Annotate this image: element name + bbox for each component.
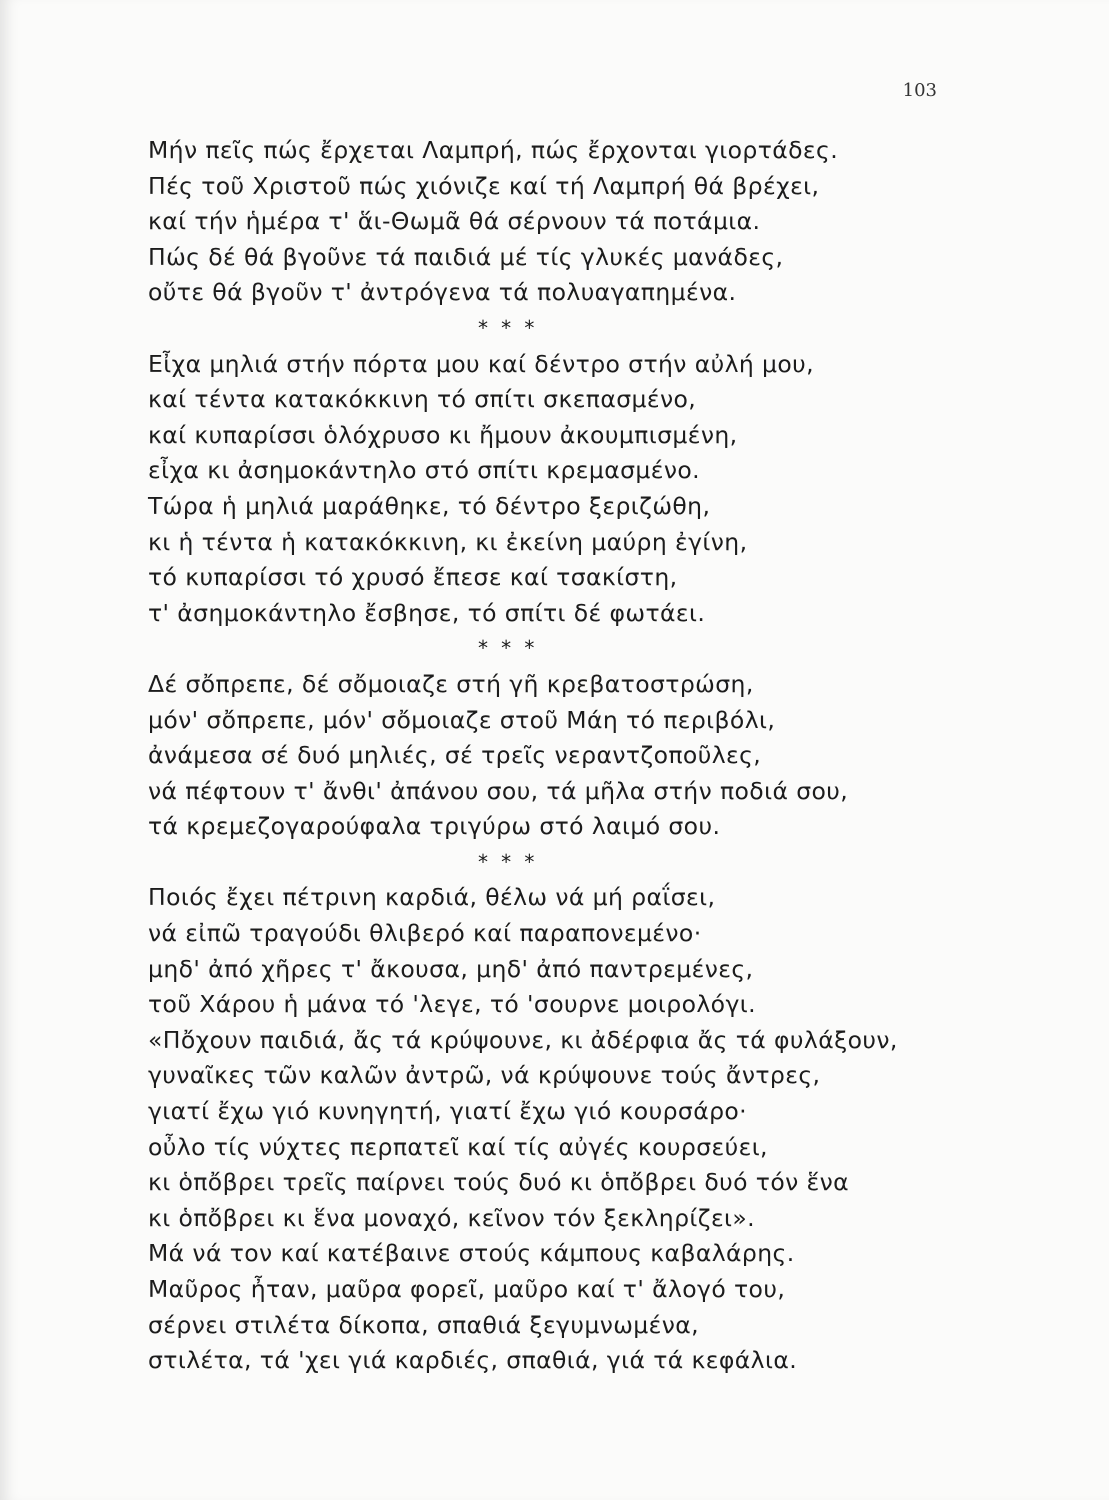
poem-line: κι ἡ τέντα ἡ κατακόκκινη, κι ἐκείνη μαύρη ἐγίνη, <box>148 527 748 556</box>
page-number: 103 <box>902 80 937 101</box>
poem-line: Δέ σὄπρεπε, δέ σὄμοιαζε στή γῆ κρεβατοστρώση, <box>148 669 754 698</box>
poem-line: Ποιός ἔχει πέτρινη καρδιά, θέλω νά μή ραΐσει, <box>148 883 716 912</box>
poem-text <box>148 133 1068 1379</box>
poem-line: οὖλο τίς νύχτες περπατεῖ καί τίς αὐγές κουρσεύει, <box>148 1132 768 1161</box>
poem-line: τοῦ Χάρου ἡ μάνα τό 'λεγε, τό 'σουρνε μοιρολόγι. <box>148 990 756 1019</box>
poem-line: νά πέφτουν τ' ἄνθι' ἀπάνου σου, τά μῆλα στήν ποδιά σου, <box>148 776 849 805</box>
poem-line: Τώρα ἡ μηλιά μαράθηκε, τό δέντρο ξεριζώθη, <box>148 491 711 520</box>
poem-line: Εἶχα μηλιά στήν πόρτα μου καί δέντρο στήν αὐλή μου, <box>148 349 815 378</box>
poem-line: Μήν πεῖς πώς ἔρχεται Λαμπρή, πώς ἔρχονται γιορτάδες. <box>148 136 839 164</box>
poem-line: Μαῦρος ἦταν, μαῦρα φορεῖ, μαῦρο καί τ' ἄλογό του, <box>148 1275 786 1303</box>
poem-line: Πές τοῦ Χριστοῦ πώς χιόνιζε καί τή Λαμπρή θά βρέχει, <box>148 171 820 200</box>
poem-line: τά κρεμεζογαρούφαλα τριγύρω στό λαιμό σου. <box>148 812 721 841</box>
poem-line: Πώς δέ θά βγοῦνε τά παιδιά μέ τίς γλυκές μανάδες, <box>148 242 784 271</box>
stanza-separator: * * * <box>478 636 535 661</box>
poem-line: στιλέτα, τά 'χει γιά καρδιές, σπαθιά, γιά τά κεφάλια. <box>148 1346 798 1375</box>
poem-line: τό κυπαρίσσι τό χρυσό ἔπεσε καί τσακίστη, <box>148 563 678 592</box>
poem-line: γυναῖκες τῶν καλῶν ἀντρῶ, νά κρύψουνε τούς ἄντρες, <box>148 1061 821 1090</box>
poem-line: οὔτε θά βγοῦν τ' ἀντρόγενα τά πολυαγαπημένα. <box>148 278 737 307</box>
poem-line: κι ὁπὄβρει τρεῖς παίρνει τούς δυό κι ὁπὄβρει δυό τόν ἕνα <box>148 1168 850 1197</box>
poem-line: μόν' σὄπρεπε, μόν' σὄμοιαζε στοῦ Μάη τό περιβόλι, <box>148 705 776 734</box>
poem-line: εἶχα κι ἀσημοκάντηλο στό σπίτι κρεμασμένο. <box>148 456 701 485</box>
stanza-separator: * * * <box>478 849 535 874</box>
poem-line: καί κυπαρίσσι ὁλόχρυσο κι ἤμουν ἀκουμπισμένη, <box>148 420 738 449</box>
poem-line: γιατί ἔχω γιό κυνηγητή, γιατί ἔχω γιό κουρσάρο· <box>148 1097 748 1126</box>
poem-line: καί τέντα κατακόκκινη τό σπίτι σκεπασμένο, <box>148 385 697 414</box>
poem-line: ἀνάμεσα σέ δυό μηλιές, σέ τρεῖς νεραντζοποῦλες, <box>148 741 762 770</box>
poem-line: νά εἰπῶ τραγούδι θλιβερό καί παραπονεμένο· <box>148 919 702 948</box>
poem-line: Μά νά τον καί κατέβαινε στούς κάμπους καβαλάρης. <box>148 1239 795 1268</box>
poem-line: καί τήν ἡμέρα τ' ἅι-Θωμᾶ θά σέρνουν τά ποτάμια. <box>148 207 761 236</box>
stanza-separator: * * * <box>478 315 535 340</box>
poem-line: «Πὄχουν παιδιά, ἄς τά κρύψουνε, κι ἀδέρφια ἄς τά φυλάξουν, <box>148 1025 898 1054</box>
poem-line: κι ὁπὄβρει κι ἕνα μοναχό, κεῖνον τόν ξεκληρίζει». <box>148 1203 756 1232</box>
poem-line: μηδ' ἀπό χῆρες τ' ἄκουσα, μηδ' ἀπό παντρεμένες, <box>148 954 754 983</box>
poem-line: τ' ἀσημοκάντηλο ἔσβησε, τό σπίτι δέ φωτάει. <box>148 598 706 627</box>
poem-line: σέρνει στιλέτα δίκοπα, σπαθιά ξεγυμνωμένα, <box>148 1310 700 1339</box>
